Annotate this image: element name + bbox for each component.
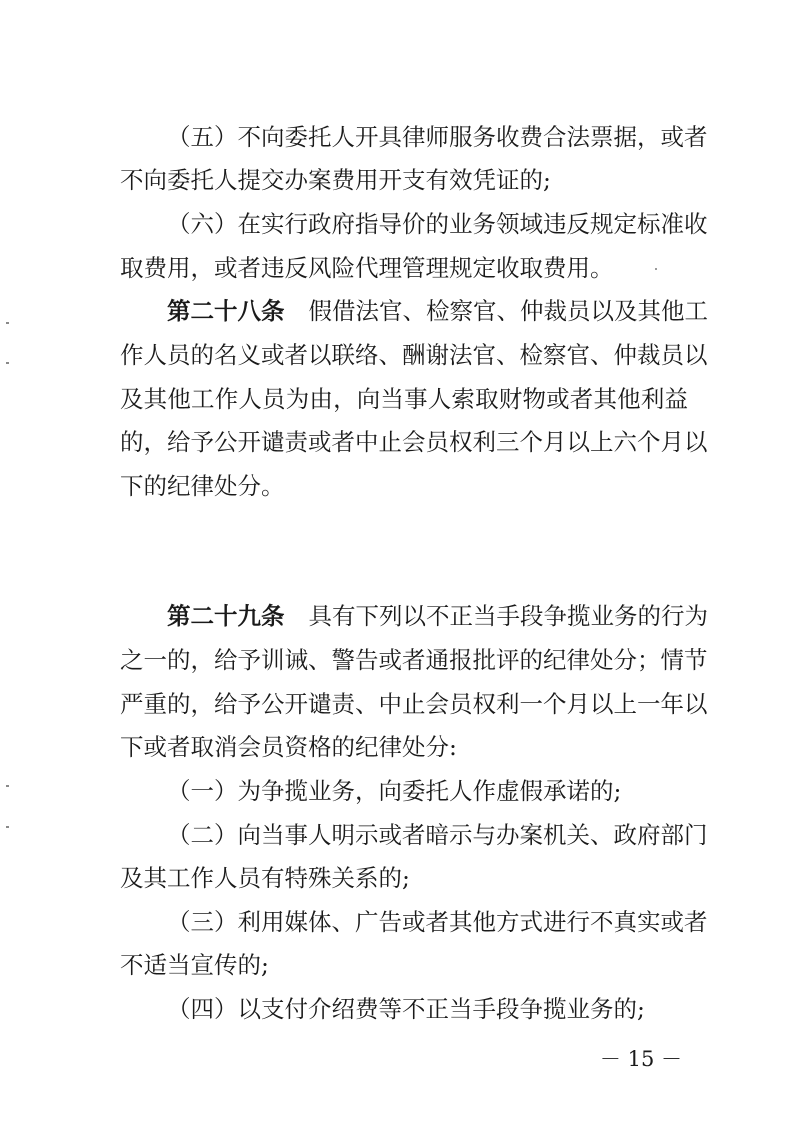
paragraph-line: 之一的，给予训诫、警告或者通报批评的纪律处分；情节 [120, 646, 708, 674]
paragraph-line: （二）向当事人明示或者暗示与办案机关、政府部门 [167, 821, 708, 849]
scan-mark [6, 322, 9, 324]
paragraph-line: 取费用，或者违反风险代理管理规定收取费用。 [120, 254, 614, 282]
article-28-first-line [167, 296, 708, 326]
paragraph-line: （六）在实行政府指导价的业务领域违反规定标准收 [167, 210, 708, 238]
article-29-first-line [167, 601, 708, 631]
scan-mark [6, 362, 9, 364]
paragraph-line: 及其工作人员有特殊关系的; [120, 864, 410, 892]
paragraph-line: （三）利用媒体、广告或者其他方式进行不真实或者 [167, 908, 708, 936]
scan-mark [6, 826, 9, 828]
paragraph-line: （一）为争揽业务，向委托人作虚假承诺的; [167, 777, 622, 805]
paragraph-line: 不向委托人提交办案费用开支有效凭证的; [120, 166, 551, 194]
scan-dot [655, 268, 657, 270]
article-28-heading: 第二十八条 [167, 297, 285, 325]
paragraph-line: 的，给予公开谴责或者中止会员权利三个月以上六个月以 [120, 428, 708, 456]
scan-mark [6, 785, 9, 787]
paragraph-line: 不适当宣传的; [120, 951, 269, 979]
page-number: － 15 － [599, 1047, 682, 1071]
paragraph-line: （五）不向委托人开具律师服务收费合法票据，或者 [167, 123, 708, 151]
article-28-text: 假借法官、检察官、仲裁员以及其他工 [308, 297, 708, 325]
paragraph-line: 作人员的名义或者以联络、酬谢法官、检察官、仲裁员以 [120, 341, 708, 369]
paragraph-line: 下或者取消会员资格的纪律处分: [120, 733, 457, 761]
article-29-text: 具有下列以不正当手段争揽业务的行为 [308, 602, 708, 630]
article-29-heading: 第二十九条 [167, 602, 285, 630]
paragraph-line: （四）以支付介绍费等不正当手段争揽业务的; [167, 995, 645, 1023]
paragraph-line: 下的纪律处分。 [120, 472, 285, 500]
paragraph-line: 严重的，给予公开谴责、中止会员权利一个月以上一年以 [120, 690, 708, 718]
paragraph-line: 及其他工作人员为由，向当事人索取财物或者其他利益 [120, 385, 688, 413]
